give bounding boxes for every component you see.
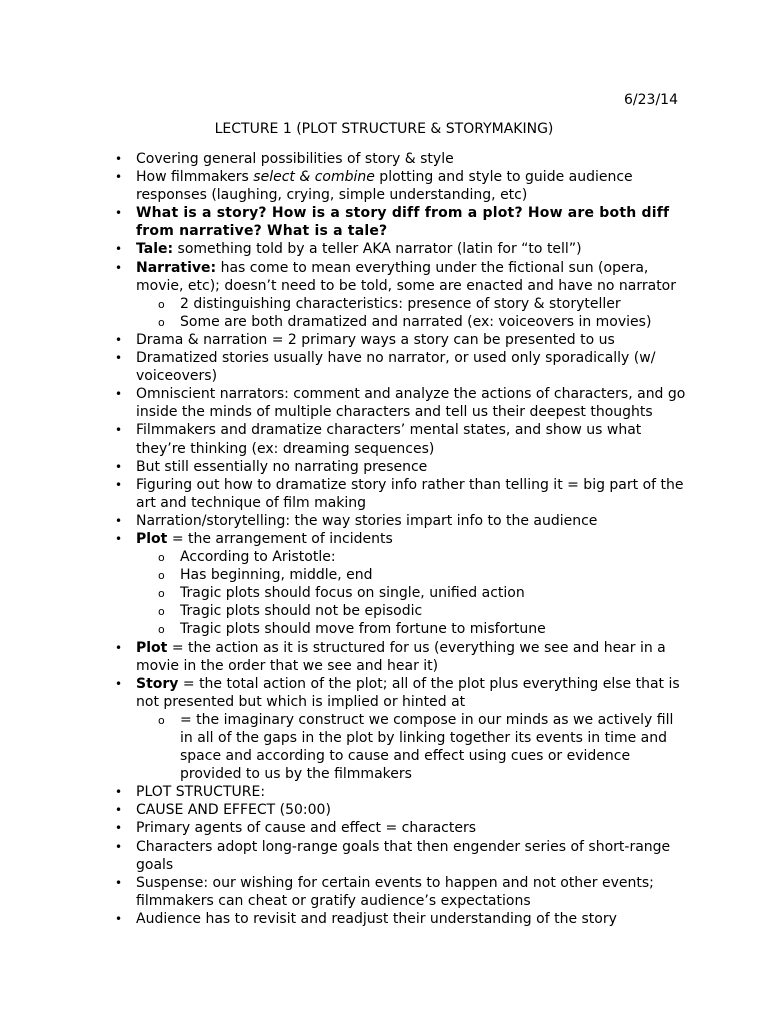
sub-list-item <box>110 620 690 638</box>
item-text: Figuring out how to dramatize story info rather than telling it = big part of the art and technique of film making <box>136 476 684 511</box>
list-item <box>110 675 690 711</box>
item-text: Omniscient narrators: comment and analyze the actions of characters, and go inside the minds of multiple characters and tell us their deepest thoughts <box>136 386 686 421</box>
bullet-icon: • <box>115 785 123 800</box>
item-text: = the action as it is structured for us (everything we see and hear in a movie in the order that we see and hear it) <box>136 639 666 674</box>
bullet-icon: • <box>115 459 123 474</box>
bullet-icon: • <box>115 513 123 528</box>
list-item <box>110 819 690 837</box>
item-text: But still essentially no narrating presence <box>136 458 428 475</box>
sub-item-text: Some are both dramatized and narrated (ex: voiceovers in movies) <box>180 313 652 330</box>
list-item <box>110 458 690 476</box>
list-item <box>110 240 690 258</box>
sub-list-item <box>110 548 690 566</box>
sub-list-item <box>110 313 690 331</box>
item-text: Covering general possibilities of story & style <box>136 151 454 167</box>
item-term: Plot <box>136 639 168 656</box>
list-item <box>110 385 690 421</box>
item-text: something told by a teller AKA narrator (latin for “to tell”) <box>173 241 582 258</box>
sub-list-item <box>110 584 690 602</box>
item-text-pre: How filmmakers <box>136 169 254 186</box>
sub-item-text: According to Aristotle: <box>180 549 336 566</box>
bullet-icon: • <box>115 821 123 836</box>
bullet-icon: • <box>115 387 123 402</box>
bullet-icon: • <box>115 839 123 854</box>
item-text: Characters adopt long-range goals that then engender series of short-range goals <box>136 838 671 873</box>
item-text-post: plotting and style to guide audience responses (laughing, crying, simple understanding, etc) <box>136 169 633 204</box>
sub-list-item <box>110 295 690 313</box>
list-item <box>110 421 690 457</box>
list-item <box>110 331 690 349</box>
bullet-icon: • <box>115 423 123 438</box>
item-text: Suspense: our wishing for certain events to happen and not other events; filmmakers can cheat or gratify audience’s expectations <box>136 874 654 909</box>
item-text: Audience has to revisit and readjust their understanding of the story <box>136 910 617 927</box>
bullet-icon: • <box>115 676 123 691</box>
sub-item-text: Tragic plots should focus on single, unified action <box>180 585 525 602</box>
bullet-icon: • <box>115 206 123 221</box>
item-text: Drama & narration = 2 primary ways a story can be presented to us <box>136 331 615 348</box>
item-text: Narration/storytelling: the way stories impart info to the audience <box>136 512 598 529</box>
sub-bullet-icon: o <box>158 605 165 619</box>
list-item <box>110 349 690 385</box>
sub-bullet-icon: o <box>158 569 165 583</box>
sub-item-text: 2 distinguishing characteristics: presence of story & storyteller <box>180 295 621 312</box>
list-item <box>110 838 690 874</box>
sub-list-item <box>110 566 690 584</box>
sub-bullet-icon: o <box>158 713 165 727</box>
item-text: CAUSE AND EFFECT (50:00) <box>136 802 331 819</box>
item-text: has come to mean everything under the fictional sun (opera, movie, etc); doesn’t need to be told, some are enacted and have no narrator <box>136 259 677 294</box>
item-term: Narrative: <box>136 259 217 276</box>
list-item <box>110 530 690 548</box>
item-text: = the total action of the plot; all of the plot plus everything else that is not presented but which is implied or hinted at <box>136 675 680 710</box>
bullet-icon: • <box>115 911 123 926</box>
list-item <box>110 204 690 240</box>
item-text: = the arrangement of incidents <box>167 530 393 547</box>
bullet-icon: • <box>115 260 123 275</box>
bullet-icon: • <box>115 351 123 366</box>
bullet-icon: • <box>115 640 123 655</box>
bullet-icon: • <box>115 242 123 257</box>
list-item <box>110 259 690 295</box>
item-text: Dramatized stories usually have no narrator, or used only sporadically (w/ voiceovers) <box>136 350 656 385</box>
list-item <box>110 910 690 928</box>
list-item <box>110 168 690 204</box>
list-item <box>110 512 690 530</box>
list-item <box>110 639 690 675</box>
bold-question-text: What is a story? How is a story diff from a plot? How are both diff from narrative? What is a tale? <box>136 205 670 240</box>
bullet-icon: • <box>115 332 123 347</box>
list-item <box>110 874 690 910</box>
list-item <box>110 150 690 168</box>
item-term: Tale: <box>136 241 174 258</box>
sub-bullet-icon: o <box>158 587 165 601</box>
notes-list <box>110 150 690 928</box>
sub-bullet-icon: o <box>158 315 165 329</box>
item-term: Plot <box>136 530 168 547</box>
item-text: Filmmakers and dramatize characters’ mental states, and show us what they’re thinking (ex: dreaming sequences) <box>136 422 642 457</box>
list-item <box>110 476 690 512</box>
bullet-icon: • <box>115 803 123 818</box>
list-item <box>110 801 690 819</box>
sub-item-text: Has beginning, middle, end <box>180 567 373 584</box>
item-text: PLOT STRUCTURE: <box>136 784 266 801</box>
sub-bullet-icon: o <box>158 297 165 311</box>
item-text: Primary agents of cause and effect = characters <box>136 820 476 837</box>
page-title: LECTURE 1 (PLOT STRUCTURE & STORYMAKING) <box>214 121 554 137</box>
list-item <box>110 783 690 801</box>
bullet-icon: • <box>115 875 123 890</box>
sub-item-text: = the imaginary construct we compose in our minds as we actively fill in all of the gaps in the plot by linking together its events in time and space and according to cause and effect using cues or evidence provided to us by the filmmakers <box>180 711 674 783</box>
sub-bullet-icon: o <box>158 551 165 565</box>
bullet-icon: • <box>115 531 123 546</box>
bullet-icon: • <box>115 152 123 166</box>
item-emphasis: select & combine <box>253 169 375 186</box>
sub-item-text: Tragic plots should not be episodic <box>180 603 423 620</box>
bullet-icon: • <box>115 477 123 492</box>
item-term: Story <box>136 675 179 692</box>
bullet-icon: • <box>115 170 123 185</box>
sub-list-item <box>110 711 690 783</box>
sub-bullet-icon: o <box>158 623 165 637</box>
date: 6/23/14 <box>624 92 678 108</box>
sub-item-text: Tragic plots should move from fortune to misfortune <box>180 621 546 638</box>
sub-list-item <box>110 602 690 620</box>
